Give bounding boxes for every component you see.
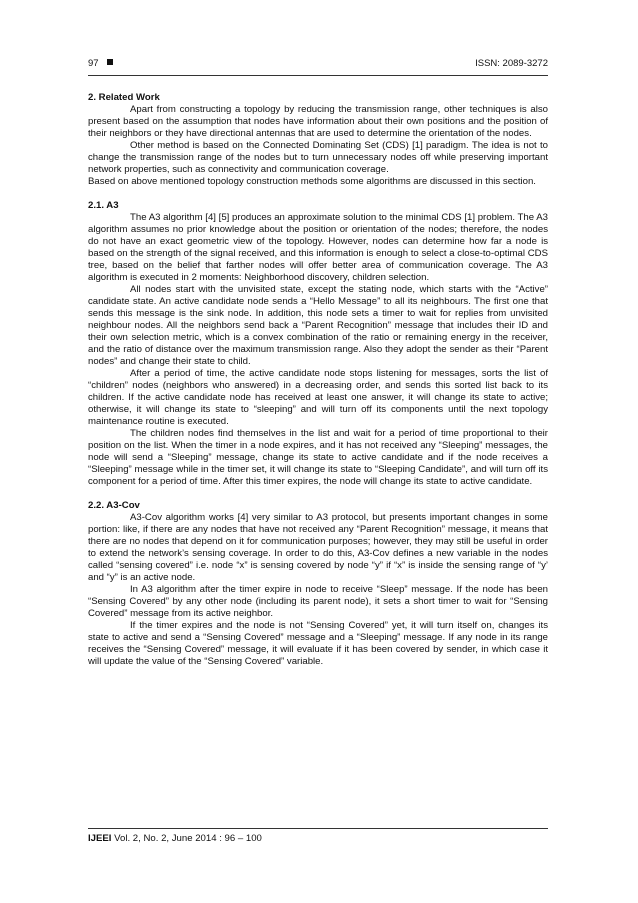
- page-number: 97: [88, 58, 99, 69]
- section-heading: 2. Related Work: [88, 92, 160, 103]
- footer-rule: [88, 828, 548, 829]
- running-header: [88, 58, 548, 72]
- paragraph: Other method is based on the Connected Dominating Set (CDS) [1] paradigm. The idea is not to change the transmission range of the nodes but to turn unnecessary nodes off while preserving important network properties, such as connectivity and communication coverage.: [88, 140, 548, 175]
- paragraph: Apart from constructing a topology by reducing the transmission range, other techniques is also present based on the assumption that nodes have information about their own positions and the position of their neighbors or they have directional antennas that are used to determine the orientation of the nodes.: [88, 104, 548, 139]
- paragraph: Based on above mentioned topology construction methods some algorithms are discussed in this section.: [88, 176, 536, 187]
- paragraph: The A3 algorithm [4] [5] produces an approximate solution to the minimal CDS [1] problem. The A3 algorithm assumes no prior knowledge about the position or orientation of the nodes; therefore, the nodes do not have an exact geometric view of the topology. However, nodes can determine how far a node is based on the strength of the signal received, and this information is enough to select a close-to-optimal CDS tree, based on the belief that farther nodes will offer better area of communication coverage. The A3 algorithm is executed in 2 moments: Neighborhood discovery, children selection.: [88, 212, 548, 283]
- paragraph: A3-Cov algorithm works [4] very similar to A3 protocol, but presents important changes in some portion: like, if there are any nodes that have not received any “Parent Recognition” message, it means that there are no nodes that depend on it for communication purposes; however, they may still be useful in order to extend the network’s sensing coverage. In order to do this, A3-Cov defines a new variable in the nodes called “sensing covered” i.e. node “x” is sensing covered by node “y” if “x” is inside the sensing range of “y’ and “y” is an active node.: [88, 512, 548, 583]
- page-number-group: [88, 58, 113, 69]
- section-gap: [88, 488, 548, 500]
- paragraph: In A3 algorithm after the timer expire in node to receive “Sleep” message. If the node has been “Sensing Covered” by any other node (including its parent node), it sets a short timer to wait for “Sensing Covered” message from its active neighbor.: [88, 584, 548, 619]
- section-heading: 2.2. A3-Cov: [88, 500, 140, 511]
- journal-details: Vol. 2, No. 2, June 2014 : 96 – 100: [111, 833, 262, 844]
- paragraph: If the timer expires and the node is not “Sensing Covered” yet, it will turn itself on, changes its state to active and send a “Sensing Covered” message and a “Sleeping” message. If any node in its range receives the “Sensing Covered” message, it will evaluate if it has been covered by sender, in which case it will update the value of the “Sensing Covered” variable.: [88, 620, 548, 667]
- article-body: [88, 92, 548, 668]
- section-heading: 2.1. A3: [88, 200, 119, 211]
- paragraph: The children nodes find themselves in the list and wait for a period of time proportional to their position on the list. When the timer in a node expires, and it has not received any “Sleeping” messages, the node will send a “Sleeping” message, change its state to active candidate and if the node receives a “Sleeping” message while in the timer set, it will change its state to “Sleeping Candidate”, and will turn off its component for a period of time. After this timer expires, the node will change its state to active candidate.: [88, 428, 548, 487]
- paragraph: All nodes start with the unvisited state, except the stating node, which starts with the “Active” candidate state. An active candidate node sends a “Hello Message” to all its neighbours. The first one that sends this message is the sink node. In addition, this node sets a timer to wait for replies from unvisited neighbour nodes. All the neighbors send back a “Parent Recognition” message that includes their ID and their own selection metric, which is a convex combination of the ratio or remaining energy in the receiver, and the ratio of distance over the maximum transmission range. Also they adopt the sender as their “Parent nodes” and change their state to child.: [88, 284, 548, 367]
- square-bullet-icon: [107, 59, 113, 65]
- journal-name: IJEEI: [88, 833, 112, 844]
- section-gap: [88, 188, 548, 200]
- running-footer: [88, 833, 262, 844]
- header-rule: [88, 75, 548, 76]
- issn-label: ISSN: 2089-3272: [475, 58, 548, 69]
- paragraph: After a period of time, the active candidate node stops listening for messages, sorts the list of “children” nodes (neighbors who answered) in a decreasing order, and sends this sorted list back to its children. If the active candidate node has received at least one answer, it will change its state to active; otherwise, it will change its state to “sleeping” and will turn off its components until the next topology maintenance routine is executed.: [88, 368, 548, 427]
